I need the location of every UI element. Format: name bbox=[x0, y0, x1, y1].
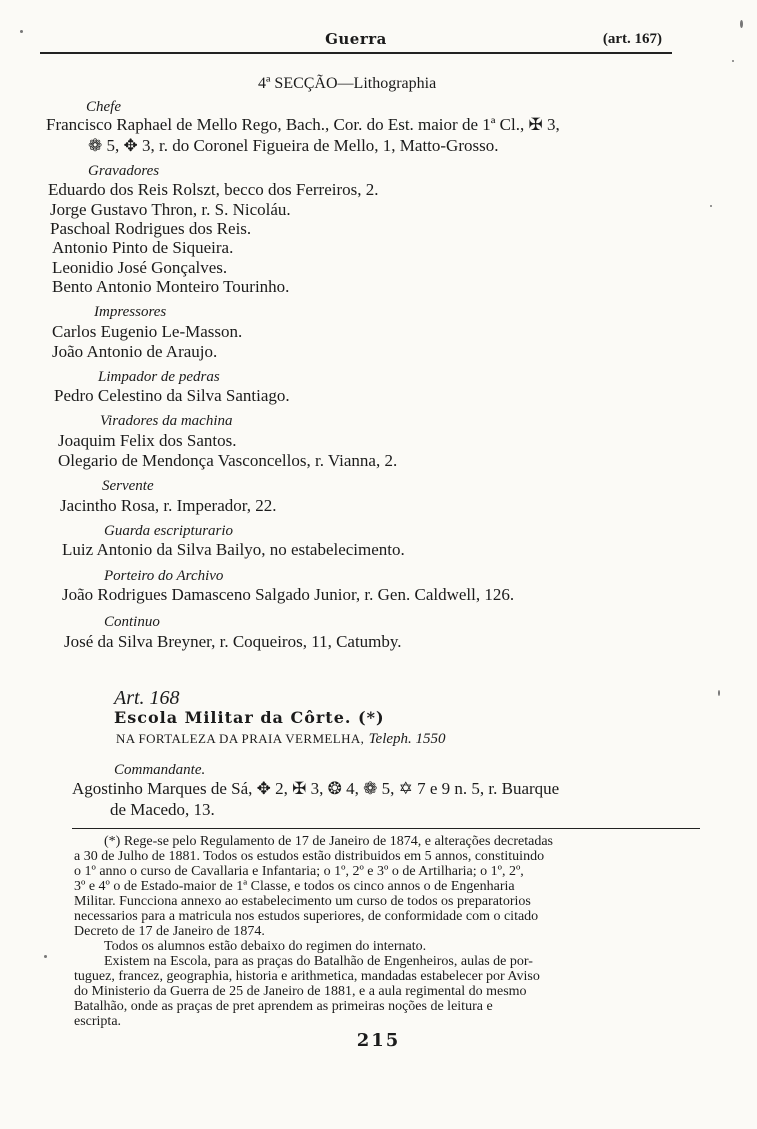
header-rule bbox=[40, 52, 672, 54]
school-location: NA FORTALEZA DA PRAIA VERMELHA, bbox=[116, 731, 365, 746]
role-impressores: Impressores bbox=[94, 304, 167, 320]
scan-speck bbox=[718, 690, 720, 696]
school-teleph: Teleph. 1550 bbox=[368, 731, 446, 747]
role-porteiro: Porteiro do Archivo bbox=[104, 568, 224, 584]
scan-speck bbox=[740, 20, 743, 28]
chefe-line-1: Francisco Raphael de Mello Rego, Bach., Cor. do Est. maior de 1ª Cl., ✠ 3, bbox=[46, 115, 560, 134]
footnote-line-7: Decreto de 17 de Janeiro de 1874. bbox=[74, 924, 265, 939]
impressor-line-2: João Antonio de Araujo. bbox=[52, 342, 218, 361]
gravador-line-3: Paschoal Rodrigues dos Reis. bbox=[50, 219, 252, 238]
role-continuo: Continuo bbox=[104, 614, 160, 630]
header-title: Guerra bbox=[325, 30, 387, 48]
footnote-rule bbox=[72, 828, 700, 829]
porteiro-line-1: João Rodrigues Damasceno Salgado Junior, r. Gen. Caldwell, 126. bbox=[62, 585, 515, 604]
page-number: 215 bbox=[356, 1030, 401, 1051]
footnote-line-10: tuguez, francez, geographia, historia e arithmetica, mandadas estabelecer por Aviso bbox=[74, 969, 540, 984]
role-limpador: Limpador de pedras bbox=[98, 369, 220, 385]
footnote-line-11: do Ministerio da Guerra de 25 de Janeiro de 1881, e a aula regimental do mesmo bbox=[74, 984, 527, 999]
scan-speck bbox=[44, 955, 47, 958]
gravador-line-4: Antonio Pinto de Siqueira. bbox=[52, 238, 234, 257]
scan-speck bbox=[20, 30, 23, 33]
servente-line-1: Jacintho Rosa, r. Imperador, 22. bbox=[60, 496, 277, 515]
commandante-line-2: de Macedo, 13. bbox=[110, 800, 215, 819]
gravador-line-2: Jorge Gustavo Thron, r. S. Nicoláu. bbox=[50, 200, 291, 219]
school-name: Escola Militar da Côrte. (*) bbox=[114, 708, 385, 727]
footnote-line-4: 3º e 4º o de Estado-maior de 1ª Classe, e todos os cinco annos o de Engenharia bbox=[74, 879, 515, 894]
limpador-line-1: Pedro Celestino da Silva Santiago. bbox=[54, 386, 290, 405]
role-chefe: Chefe bbox=[86, 99, 121, 115]
guarda-line-1: Luiz Antonio da Silva Bailyo, no estabelecimento. bbox=[62, 540, 405, 559]
footnote-line-12: Batalhão, onde as praças de pret aprendem as primeiras noções de leitura e bbox=[74, 999, 493, 1014]
commandante-line-1: Agostinho Marques de Sá, ✥ 2, ✠ 3, ❂ 4, ❁ 5, ✡ 7 e 9 n. 5, r. Buarque bbox=[72, 779, 560, 798]
virador-line-2: Olegario de Mendonça Vasconcellos, r. Vianna, 2. bbox=[58, 451, 398, 470]
gravador-line-6: Bento Antonio Monteiro Tourinho. bbox=[52, 277, 290, 296]
continuo-line-1: José da Silva Breyner, r. Coqueiros, 11, Catumby. bbox=[64, 632, 402, 651]
scan-speck bbox=[710, 205, 712, 207]
footnote-line-2: a 30 de Julho de 1881. Todos os estudos estão distribuidos em 5 annos, constituindo bbox=[74, 849, 545, 864]
role-viradores: Viradores da machina bbox=[100, 413, 233, 429]
footnote-line-13: escripta. bbox=[74, 1014, 122, 1029]
footnote-line-8: Todos os alumnos estão debaixo do regimen do internato. bbox=[104, 939, 427, 954]
footnote-line-5: Militar. Funcciona annexo ao estabelecimento um curso de todos os preparatorios bbox=[74, 894, 531, 909]
section-heading: 4ª SECÇÃO—Lithographia bbox=[258, 75, 437, 92]
running-header bbox=[40, 28, 672, 54]
gravador-line-5: Leonidio José Gonçalves. bbox=[52, 258, 228, 277]
impressor-line-1: Carlos Eugenio Le-Masson. bbox=[52, 322, 243, 341]
footnote-line-9: Existem na Escola, para as praças do Batalhão de Engenheiros, aulas de por- bbox=[104, 954, 533, 969]
chefe-line-2: ❁ 5, ✥ 3, r. do Coronel Figueira de Mello, 1, Matto-Grosso. bbox=[88, 136, 499, 155]
gravador-line-1: Eduardo dos Reis Rolszt, becco dos Ferreiros, 2. bbox=[48, 180, 379, 199]
footnote-line-1: (*) Rege-se pelo Regulamento de 17 de Janeiro de 1874, e alterações decretadas bbox=[104, 834, 553, 849]
role-servente: Servente bbox=[102, 478, 154, 494]
role-gravadores: Gravadores bbox=[88, 163, 160, 179]
footnote-line-6: necessarios para a matricula nos estudos superiores, de conformidade com o citado bbox=[74, 909, 539, 924]
article-heading: Art. 168 bbox=[114, 687, 180, 709]
virador-line-1: Joaquim Felix dos Santos. bbox=[58, 431, 237, 450]
scan-speck bbox=[732, 60, 734, 62]
header-article-ref: (art. 167) bbox=[602, 31, 662, 47]
role-guarda: Guarda escripturario bbox=[104, 523, 234, 539]
school-location-row bbox=[116, 728, 446, 749]
role-commandante: Commandante. bbox=[114, 762, 206, 778]
footnote-line-3: o 1º anno o curso de Cavallaria e Infantaria; o 1º, 2º e 3º o de Artilharia; o 1º, 2º, bbox=[74, 864, 524, 879]
